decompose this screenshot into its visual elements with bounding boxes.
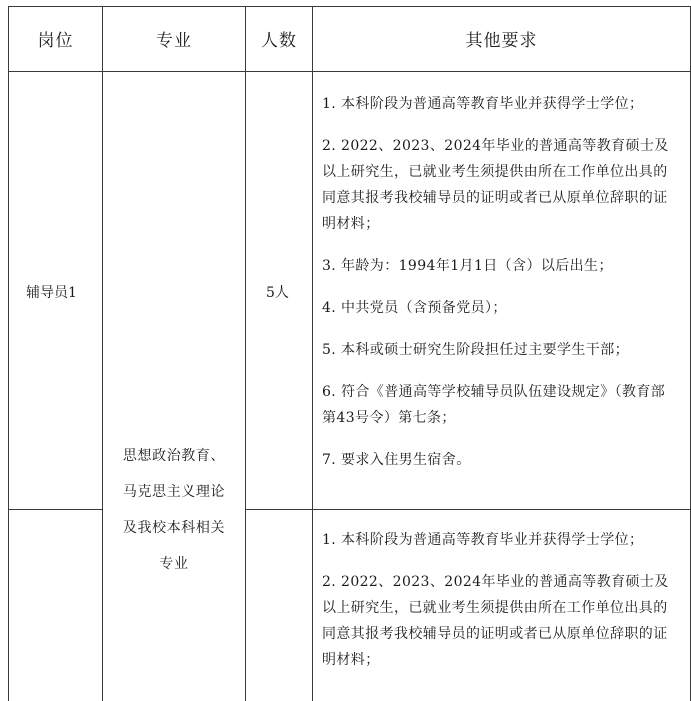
major-line-4: 专业 (159, 556, 189, 572)
row1-req-4: 4. 中共党员（含预备党员）； (322, 300, 507, 316)
row2-req-1: 1. 本科阶段为普通高等教育毕业并获得学士学位； (322, 532, 644, 548)
row1-req-5: 5. 本科或硕士研究生阶段担任过主要学生干部； (322, 342, 630, 358)
col-divider-1 (102, 6, 103, 701)
col-divider-3 (312, 6, 313, 701)
row1-req-7: 7. 要求入住男生宿舍。 (322, 452, 471, 468)
row1-count: 5人 (266, 285, 289, 301)
row1-req-2: 2. 2022、2023、2024年毕业的普通高等教育硕士及以上研究生，已就业考生须提供由所在工作单位出具的同意其报考我校辅导员的证明或者已从原单位辞职的证明材料； (322, 138, 669, 232)
row1-req-1: 1. 本科阶段为普通高等教育毕业并获得学士学位； (322, 96, 644, 112)
major-line-1: 思想政治教育、 (122, 448, 226, 464)
header-requirements: 其他要求 (465, 30, 538, 51)
row2-req-2: 2. 2022、2023、2024年毕业的普通高等教育硕士及以上研究生，已就业考生须提供由所在工作单位出具的同意其报考我校辅导员的证明或者已从原单位辞职的证明材料； (322, 574, 669, 668)
header-position: 岗位 (37, 30, 74, 51)
row1-position: 辅导员1 (26, 285, 77, 301)
row1-left-bottom-border (8, 509, 102, 510)
major-line-2: 马克思主义理论 (122, 484, 226, 500)
row2-requirements (322, 527, 674, 673)
col-divider-2 (245, 6, 246, 701)
header-bottom-border (8, 71, 691, 72)
row1-requirements (322, 91, 674, 473)
header-major: 专业 (156, 30, 192, 51)
major-cell (106, 438, 242, 582)
table-left-border (8, 6, 9, 701)
row1-req-3: 3. 年龄为：1994年1月1日（含）以后出生； (322, 258, 613, 274)
row1-req-6: 6. 符合《普通高等学校辅导员队伍建设规定》（教育部第43号令）第七条； (322, 384, 666, 426)
major-line-3: 及我校本科相关 (122, 520, 226, 536)
header-count: 人数 (261, 30, 297, 51)
